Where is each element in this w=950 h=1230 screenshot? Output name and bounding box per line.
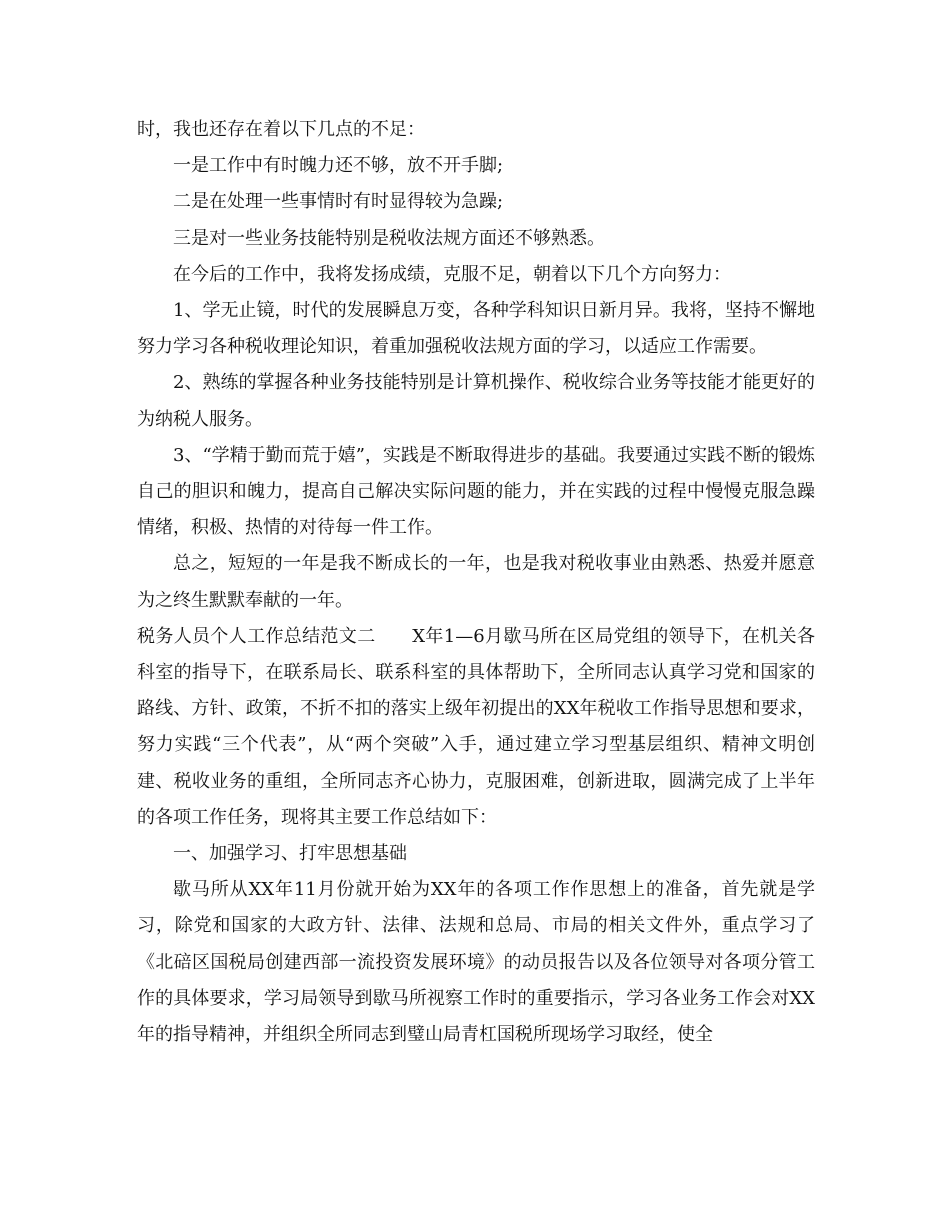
paragraph: 二是在处理一些事情时有时显得较为急躁; [173,191,504,213]
paragraph: 在今后的工作中，我将发扬成绩，克服不足，朝着以下几个方向努力： [173,263,731,285]
paragraph: 一是工作中有时魄力还不够，放不开手脚; [173,155,504,177]
paragraph: 2、熟练的掌握各种业务技能特别是计算机操作、税收综合业务等技能才能更好的为纳税人服务。 [137,372,815,430]
paragraph: 3、“学精于勤而荒于嬉”，实践是不断取得进步的基础。我要通过实践不断的锻炼自己的胆识和魄力，提高自己解决实际问题的能力，并在实践的过程中慢慢克服急躁情绪，积极、热情的对待每一件工作。 [137,444,815,539]
paragraph: 总之，短短的一年是我不断成长的一年，也是我对税收事业由熟悉、热爱并愿意为之终生默默奉献的一年。 [137,553,815,611]
paragraph: 1、学无止镜，时代的发展瞬息万变，各种学科知识日新月异。我将，坚持不懈地努力学习各种税收理论知识，着重加强税收法规方面的学习，以适应工作需要。 [137,300,815,358]
paragraph: 时，我也还存在着以下几点的不足： [137,119,425,140]
section-heading-paragraph: 税务人员个人工作总结范文二 X年1—6月歇马所在区局党组的领导下，在机关各科室的指导下，在联系局长、联系科室的具体帮助下，全所同志认真学习党和国家的路线、方针、政策，不折不扣的落实上级年初提出的XX年税收工作指导思想和要求，努力实践“三个代表”，从“两个突破”入手，通过建立学习型基层组织、精神文明创建、税收业务的重组，全所同志齐心协力，克服困难，创新进取，圆满完成了上半年的各项工作任务，现将其主要工作总结如下： [137,625,815,828]
paragraph: 三是对一些业务技能特别是税收法规方面还不够熟悉。 [173,227,605,249]
document-body [137,112,815,1053]
paragraph: 歇马所从XX年11月份就开始为XX年的各项工作作思想上的准备，首先就是学习，除党和国家的大政方针、法律、法规和总局、市局的相关文件外，重点学习了《北碚区国税局创建西部一流投资发展环境》的动员报告以及各位领导对各项分管工作的具体要求，学习局领导到歇马所视察工作时的重要指示，学习各业务工作会对XX年的指导精神，并组织全所同志到璧山局青杠国税所现场学习取经，使全 [137,879,815,1046]
subheading-paragraph: 一、加强学习、打牢思想基础 [173,843,407,865]
